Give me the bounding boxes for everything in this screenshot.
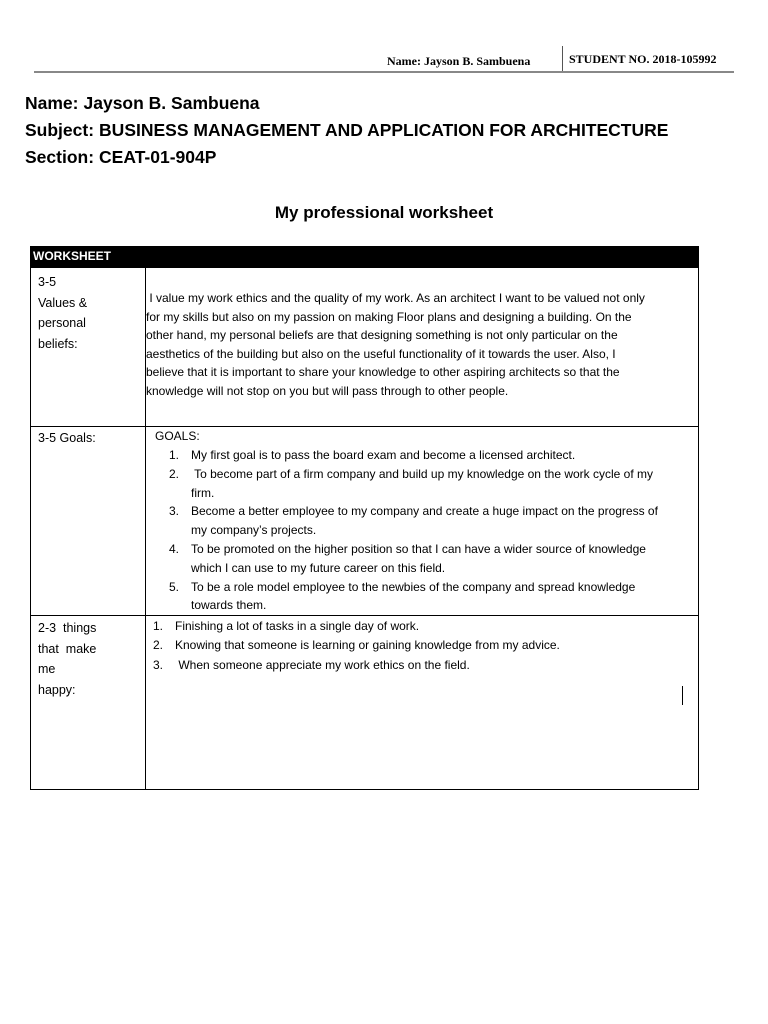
happy-label-line: happy: bbox=[38, 682, 76, 697]
goal-number: 2. bbox=[169, 466, 180, 481]
values-text-line: other hand, my personal beliefs are that designing something is not only particular on the bbox=[146, 328, 618, 343]
happy-label-line: 2-3 things bbox=[38, 621, 97, 635]
goal-text: To be promoted on the higher position so that I can have a wider source of knowledge bbox=[191, 541, 646, 556]
happy-label-line: that make bbox=[38, 641, 97, 656]
goal-text: To become part of a firm company and build up my knowledge on the work cycle of my bbox=[191, 466, 654, 481]
goal-item bbox=[161, 502, 691, 540]
values-label-line: Values & bbox=[38, 295, 88, 310]
values-label bbox=[38, 272, 87, 354]
text-cursor bbox=[682, 686, 683, 705]
worksheet-table bbox=[30, 267, 699, 790]
goals-list bbox=[161, 446, 691, 615]
values-label-line: 3-5 bbox=[38, 275, 57, 289]
goal-text: Become a better employee to my company and create a huge impact on the progress of bbox=[191, 504, 658, 519]
row-divider bbox=[31, 426, 698, 427]
happy-label-line: me bbox=[38, 662, 56, 676]
info-section-label: Section: bbox=[25, 147, 95, 167]
happy-label bbox=[38, 618, 96, 700]
values-text-line: believe that it is important to share your knowledge to other aspiring architects so that the bbox=[146, 365, 620, 380]
happy-text: Knowing that someone is learning or gaining knowledge from my advice. bbox=[175, 638, 560, 653]
happy-item bbox=[153, 617, 693, 636]
header-student-number: STUDENT NO. 2018-105992 bbox=[569, 52, 717, 66]
happy-item bbox=[153, 656, 693, 675]
happy-text: Finishing a lot of tasks in a single day of work. bbox=[175, 619, 420, 633]
info-name-label: Name: bbox=[25, 93, 79, 113]
goal-number: 1. bbox=[169, 448, 180, 462]
goal-text: To be a role model employee to the newbies of the company and spread knowledge bbox=[191, 579, 636, 594]
goal-number: 5. bbox=[169, 579, 180, 594]
info-section-value: CEAT-01-904P bbox=[99, 147, 217, 167]
goal-text: which I can use to my future career on this field. bbox=[191, 560, 446, 575]
goal-item bbox=[161, 446, 691, 465]
header-divider bbox=[562, 46, 563, 72]
page-title: My professional worksheet bbox=[274, 203, 494, 222]
happy-list bbox=[153, 617, 693, 675]
goal-item bbox=[161, 465, 691, 503]
goals-heading: GOALS: bbox=[155, 429, 200, 443]
info-section bbox=[25, 147, 216, 168]
values-label-line: beliefs: bbox=[38, 336, 78, 351]
goal-item bbox=[161, 578, 691, 616]
header-rule bbox=[34, 71, 734, 73]
values-text bbox=[146, 289, 691, 401]
info-name bbox=[25, 93, 260, 114]
goals-label-text: 3-5 Goals: bbox=[38, 431, 96, 445]
goal-text: my company’s projects. bbox=[191, 523, 317, 538]
happy-text: When someone appreciate my work ethics on the field. bbox=[175, 657, 470, 672]
goal-number: 3. bbox=[169, 504, 180, 519]
goal-text: firm. bbox=[191, 485, 215, 500]
goal-number: 4. bbox=[169, 541, 180, 556]
values-text-line: I value my work ethics and the quality of my work. As an architect I want to be valued not only bbox=[146, 291, 645, 305]
goals-label bbox=[38, 428, 96, 449]
info-name-value: Jayson B. Sambuena bbox=[83, 93, 260, 113]
values-text-line: aesthetics of the building but also on the useful functionality of it towards the user. Also, I bbox=[146, 346, 616, 361]
values-label-line: personal bbox=[38, 316, 86, 330]
header-name: Name: Jayson B. Sambuena bbox=[387, 54, 531, 68]
goal-text: towards them. bbox=[191, 598, 267, 613]
goal-item bbox=[161, 540, 691, 578]
info-subject-value: BUSINESS MANAGEMENT AND APPLICATION FOR ARCHITECTURE bbox=[99, 120, 669, 140]
happy-item bbox=[153, 636, 693, 655]
info-subject-label: Subject: bbox=[25, 120, 95, 140]
goal-text: My first goal is to pass the board exam and become a licensed architect. bbox=[191, 448, 576, 462]
values-text-line: for my skills but also on my passion on making Floor plans and designing a building. On the bbox=[146, 309, 632, 324]
happy-number: 2. bbox=[153, 638, 164, 653]
happy-number: 1. bbox=[153, 619, 164, 633]
info-subject bbox=[25, 120, 668, 141]
happy-number: 3. bbox=[153, 657, 164, 672]
values-text-line: knowledge will not stop on you but will pass through to other people. bbox=[146, 383, 509, 398]
worksheet-header-bar: WORKSHEET bbox=[30, 246, 699, 267]
